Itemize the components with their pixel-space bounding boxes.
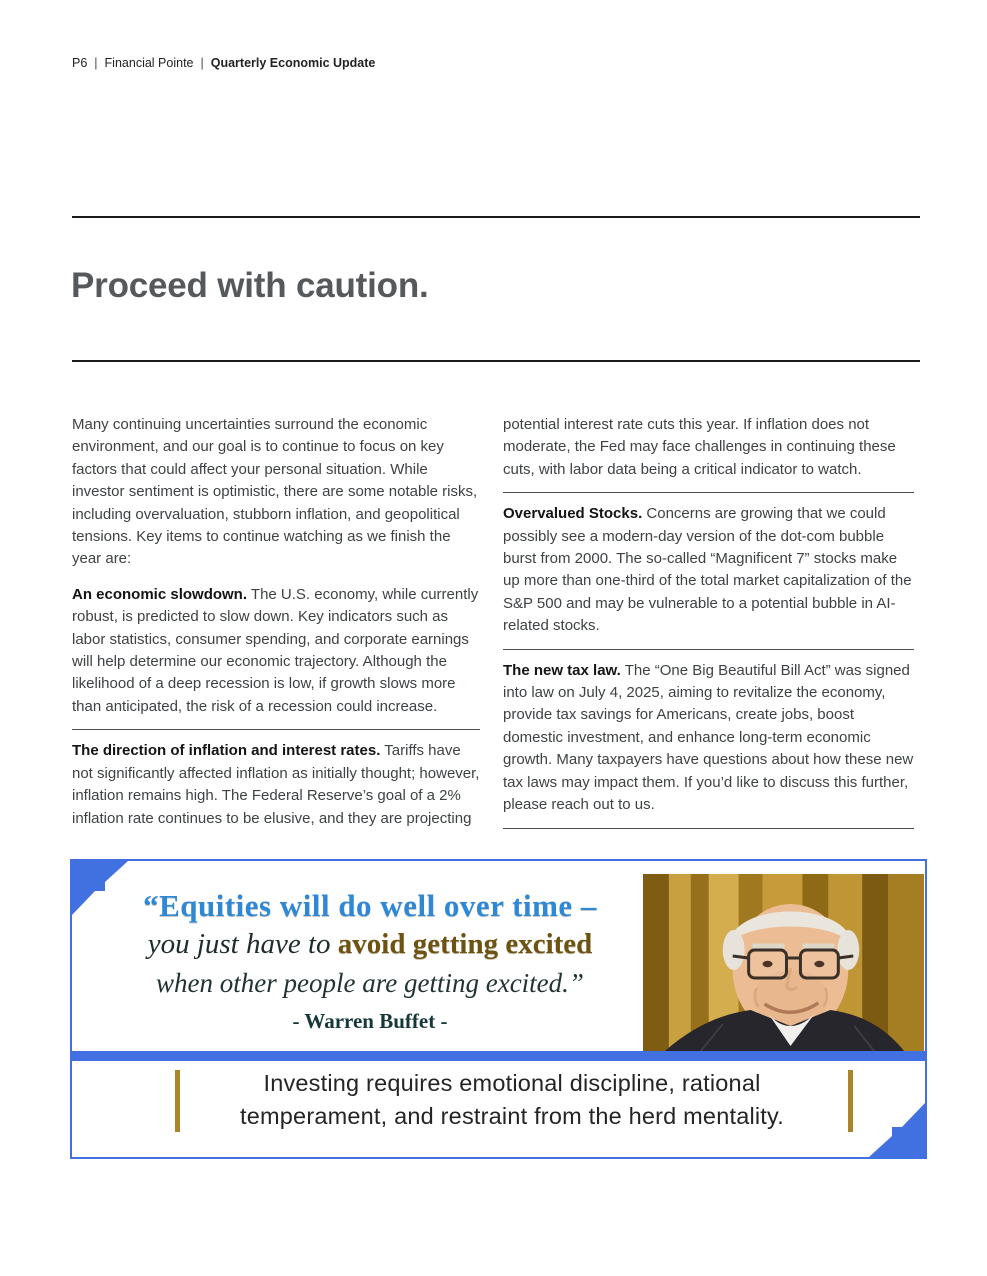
- paragraph: [72, 584, 480, 730]
- paragraph: [503, 414, 914, 493]
- caption-panel: [72, 1061, 925, 1157]
- quote-box: [70, 859, 927, 1159]
- paragraph: [503, 660, 914, 829]
- paragraph-lead: An economic slowdown.: [72, 585, 248, 603]
- title-rule-bottom: [72, 360, 920, 362]
- quote-line-2-italic: you just have to: [147, 928, 338, 960]
- quote-text: [90, 887, 650, 1034]
- paragraph-body: The U.S. economy, while currently robust, is predicted to slow down. Key indicators such as labor statistics, consumer spending, and corporate earnings will help determine our economic trajectory. Although the likelihood of a deep recession is low, if growth slows more than anticipated, the risk of a recession could increase.: [72, 585, 479, 715]
- caption-text: [182, 1067, 842, 1133]
- quote-line-3: when other people are getting excited.”: [156, 968, 584, 998]
- paragraph-body: potential interest rate cuts this year. If inflation does not moderate, the Fed may face challenges in continuing these cuts, with labor data being a critical indicator to watch.: [503, 416, 896, 478]
- paragraph: [503, 503, 914, 649]
- divider-band: [72, 1051, 925, 1061]
- brand-name: Financial Pointe: [104, 56, 194, 70]
- page-title: Proceed with caution.: [71, 266, 429, 305]
- paragraph-body: Many continuing uncertainties surround the economic environment, and our goal is to continue to focus on key factors that could affect your personal situation. While investor sentiment is optimistic, there are some notable risks, including overvaluation, stubborn inflation, and geopolitical tensions. Key items to continue watching as we finish the year are:: [72, 416, 478, 568]
- caption-bar-left: [175, 1070, 180, 1132]
- quote-line-2-emphasis: avoid getting excited: [337, 928, 593, 960]
- quote-line-1: “Equities will do well over time –: [143, 888, 597, 923]
- paragraph-body: Concerns are growing that we could possibly see a modern-day version of the dot-com bubble burst from 2000. The so-called “Magnificent 7” stocks make up more than one-third of the total market capitalization of the S&P 500 and may be vulnerable to a potential bubble in AI-related stocks.: [503, 505, 912, 635]
- paragraph: [72, 740, 480, 830]
- page-header: [72, 56, 375, 70]
- article-column-right: [503, 414, 914, 839]
- quote-panel: [72, 861, 925, 1051]
- paragraph-lead: The new tax law.: [503, 661, 621, 679]
- quote-line-2: [90, 925, 650, 964]
- publication-name: Quarterly Economic Update: [210, 56, 376, 70]
- title-rule-top: [72, 216, 920, 218]
- article-column-left: [72, 414, 480, 843]
- paragraph-lead: Overvalued Stocks.: [503, 505, 643, 523]
- header-separator: |: [94, 56, 98, 70]
- quote-attribution: - Warren Buffet -: [292, 1009, 448, 1033]
- warren-buffett-photo: [643, 874, 924, 1051]
- paragraph-body: Tariffs have not significantly affected inflation as initially thought; however, inflation remains high. The Federal Reserve’s goal of a 2% inflation rate continues to be elusive, and they are projecting: [72, 742, 480, 827]
- paragraph: [72, 414, 480, 571]
- header-separator: |: [200, 56, 204, 70]
- caption-line-2: temperament, and restraint from the herd mentality.: [240, 1103, 784, 1129]
- caption-bar-right: [848, 1070, 853, 1132]
- paragraph-body: The “One Big Beautiful Bill Act” was signed into law on July 4, 2025, aiming to revitalize the economy, provide tax savings for Americans, create jobs, boost domestic investment, and enhance long-term economic growth. Many taxpayers have questions about how these new tax laws may impact them. If you’d like to discuss this further, please reach out to us.: [503, 661, 914, 814]
- paragraph-lead: The direction of inflation and interest rates.: [72, 742, 381, 760]
- caption-line-1: Investing requires emotional discipline, rational: [263, 1070, 761, 1096]
- page-number: P6: [72, 56, 88, 70]
